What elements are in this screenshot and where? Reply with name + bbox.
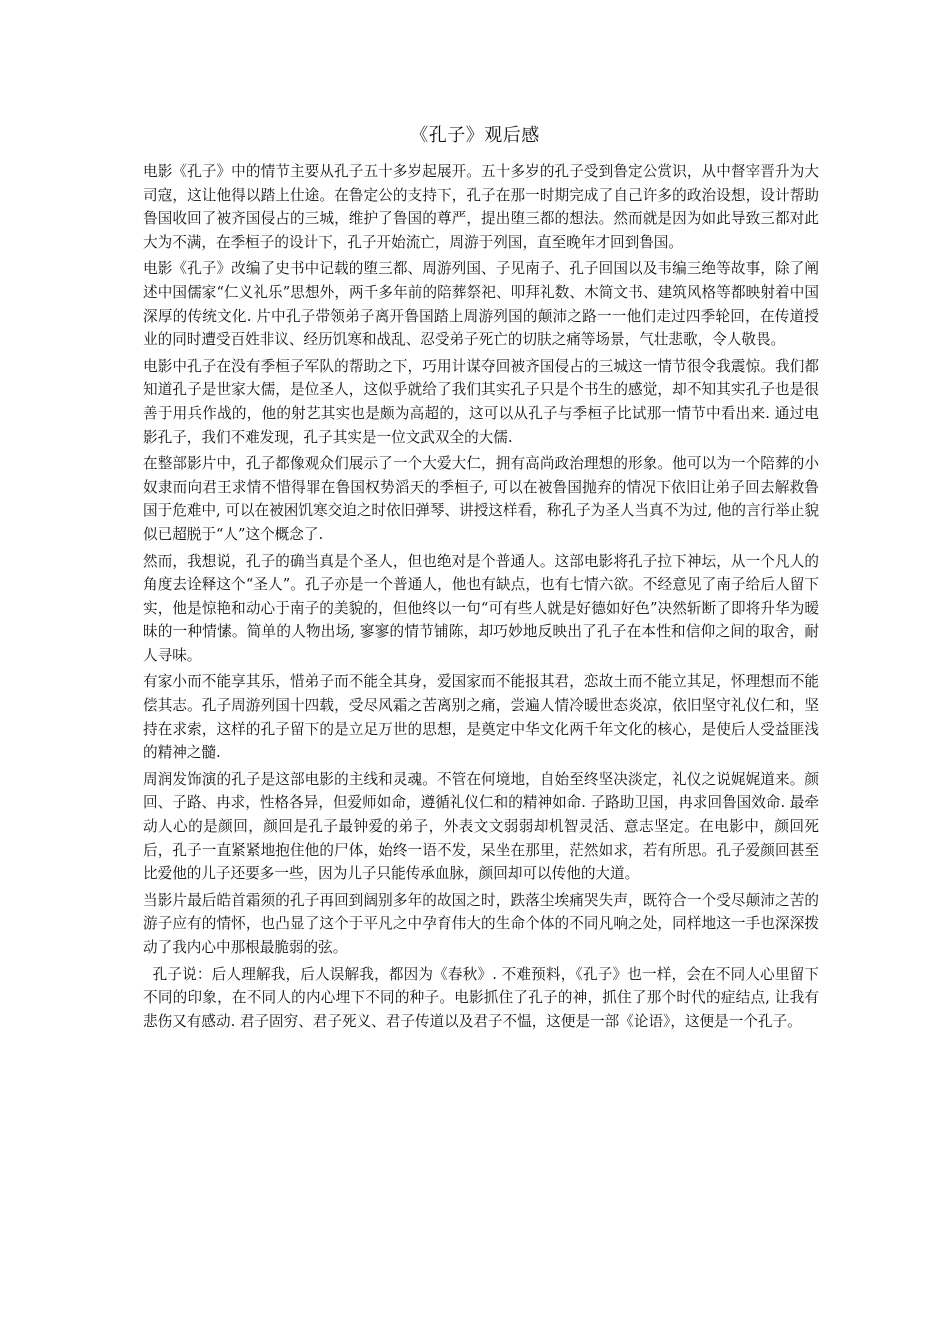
paragraph: 然而，我想说，孔子的确当真是个圣人，但也绝对是个普通人。这部电影将孔子拉下神坛，从一个凡人的角度去诠释这个“圣人”。孔子亦是一个普通人，他也有缺点，也有七情六欲。不经意见了南子给后人留下实，他是惊艳和动心于南子的美貌的，但他终以一句“可有些人就是好德如好色”决然斩断了即将升华为暧昧的一种情愫。简单的人物出场, 寥寥的情节铺陈，却巧妙地反映出了孔子在本性和信仰之间的取舍，耐人寻味。 <box>143 552 819 664</box>
paragraph: 在整部影片中，孔子都像观众们展示了一个大爱大仁，拥有高尚政治理想的形象。他可以为一个陪葬的小奴隶而向君王求情不惜得罪在鲁国权势滔天的季桓子, 可以在被鲁国抛弃的情况下依旧让弟子回去解救鲁国于危难中, 可以在被困饥寒交迫之时依旧弹琴、讲授这样看，称孔子为圣人当真不为过, 他的言行举止貌似已超脱于“人”这个概念了. <box>143 455 819 543</box>
paragraph: 电影《孔子》改编了史书中记载的堕三都、周游列国、子见南子、孔子回国以及韦编三绝等故事，除了阐述中国儒家“仁义礼乐”思想外，两千多年前的陪葬祭祀、叩拜礼数、木简文书、建筑风格等都映射着中国深厚的传统文化. 片中孔子带领弟子离开鲁国踏上周游列国的颠沛之路一一他们走过四季轮回，在传道授业的同时遭受百姓非议、经历饥寒和战乱、忍受弟子死亡的切肤之痛等场景，气壮悲歌，令人敬畏。 <box>143 260 819 349</box>
paragraph: 电影中孔子在没有季桓子军队的帮助之下，巧用计谋夺回被齐国侵占的三城这一情节很令我震惊。我们都知道孔子是世家大儒，是位圣人，这似乎就给了我们其实孔子只是个书生的感觉，却不知其实孔子也是很善于用兵作战的，他的射艺其实也是颇为高超的，这可以从孔子与季桓子比试那一情节中看出来. 通过电影孔子，我们不难发现，孔子其实是一位文武双全的大儒. <box>143 357 819 446</box>
paragraph: 周润发饰演的孔子是这部电影的主线和灵魂。不管在何境地，自始至终坚决淡定，礼仪之说娓娓道来。颜回、子路、冉求，性格各异，但爱师如命，遵循礼仪仁和的精神如命. 子路助卫国，冉求回鲁国效命. 最牵动人心的是颜回，颜回是孔子最钟爱的弟子，外表文文弱弱却机智灵活、意志坚定。在电影中，颜回死后，孔子一直紧紧地抱住他的尸体，始终一语不发，呆坐在那里，茫然如求，若有所思。孔子爱颜回甚至比爱他的儿子还要多一些，因为儿子只能传承血脉，颜回却可以传他的大道。 <box>143 770 819 883</box>
paragraph: 电影《孔子》中的情节主要从孔子五十多岁起展开。五十多岁的孔子受到鲁定公赏识，从中督宰晋升为大司寇，这让他得以踏上仕途。在鲁定公的支持下，孔子在那一时期完成了自己许多的政治设想，设计帮助鲁国收回了被齐国侵占的三城，维护了鲁国的尊严，提出堕三都的想法。然而就是因为如此导致三都对此大为不满，在季桓子的设计下，孔子开始流亡，周游于列国，直至晚年才回到鲁国。 <box>143 163 819 251</box>
document-body <box>143 160 819 1036</box>
paragraph: 孔子说：后人理解我，后人误解我，都因为《春秋》. 不难预料，《孔子》也一样，会在不同人心里留下不同的印象，在不同人的内心埋下不同的种子。电影抓住了孔子的神，抓住了那个时代的症结点, 让我有悲伤又有感动. 君子固穷、君子死义、君子传道以及君子不愠，这便是一部《论语》，这便是一个孔子。 <box>143 965 820 1030</box>
paragraph: 有家小而不能享其乐，惜弟子而不能全其身，爱国家而不能报其君，恋故土而不能立其足，怀理想而不能偿其志。孔子周游列国十四载，受尽风霜之苦离别之痛，尝遍人情冷暖世态炎凉，依旧坚守礼仪仁和，坚持在求索，这样的孔子留下的是立足万世的思想，是奠定中华文化两千年文化的核心，是使后人受益匪浅的精神之髓. <box>143 673 819 762</box>
document-title: 《孔子》观后感 <box>410 125 540 146</box>
paragraph: 当影片最后皓首霜须的孔子再回到阔别多年的故国之时，跌落尘埃痛哭失声，既符合一个受尽颠沛之苦的游子应有的情怀，也凸显了这个于平凡之中孕育伟大的生命个体的不同凡响之处，同样地这一手也深深拨动了我内心中那根最脆弱的弦。 <box>143 891 819 956</box>
